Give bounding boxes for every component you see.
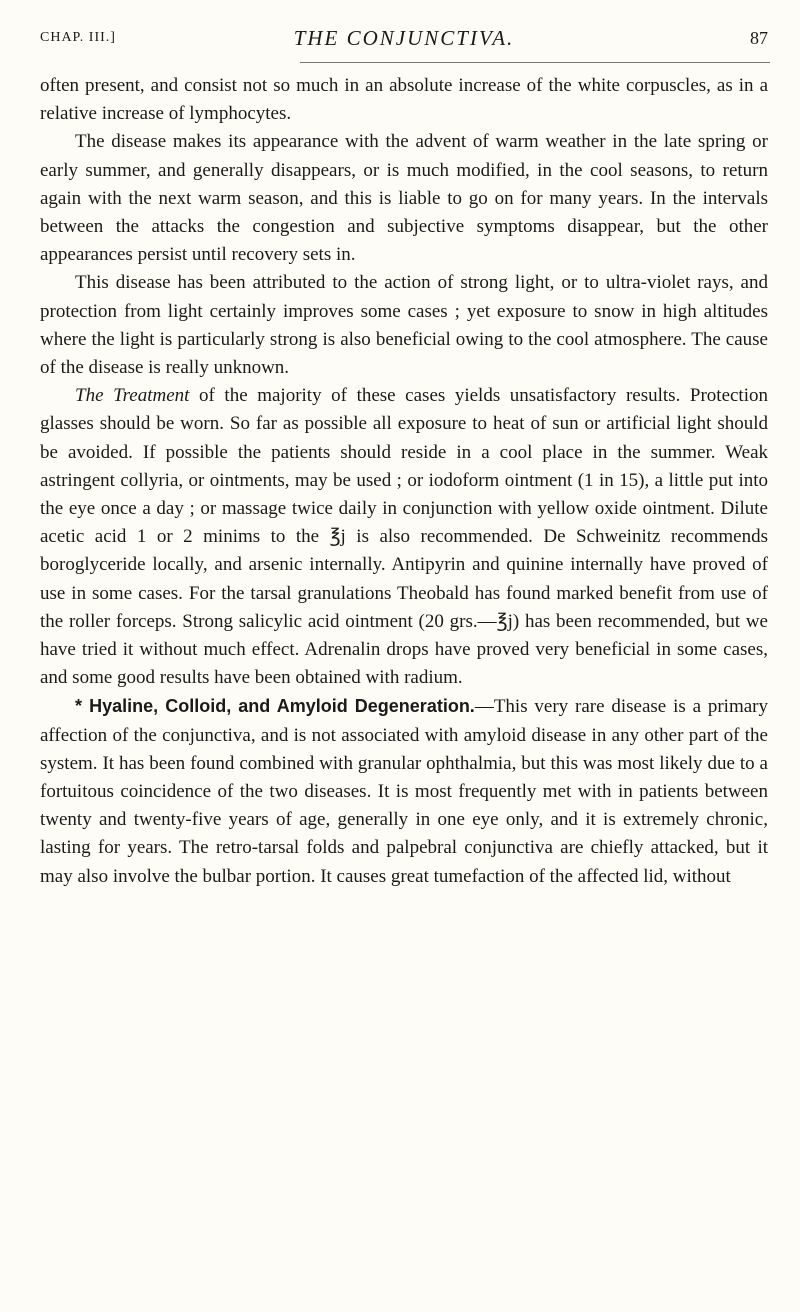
paragraph-seasonal xyxy=(40,128,768,269)
running-header xyxy=(40,26,768,60)
running-title: THE CONJUNCTIVA. xyxy=(293,26,515,50)
section-heading: * Hyaline, Colloid, and Amyloid Degeneration. xyxy=(75,696,475,717)
body-text xyxy=(40,72,768,891)
paragraph-text: of the majority of these cases yields unsatisfactory results. Protection glasses should be worn. So far as possible all exposure to heat of sun or artificial light should be avoided. If possible the patients should reside in a cool place in the summer. Weak astringent collyria, or ointments, may be used ; or iodoform ointment (1 in 15), a little put into the eye once a day ; or massage twice daily in conjunction with yellow oxide ointment. Dilute acetic acid 1 or 2 minims to the ℥j is also recommended. De Schweinitz recommends boroglyceride locally, and arsenic internally. Antipyrin and quinine internally have proved of use in some cases. For the tarsal granulations Theobald has found marked benefit from use of the roller forceps. Strong salicylic acid ointment (20 grs.—℥j) has been recommended, but we have tried it without much effect. Adrenalin drops have proved very beneficial in some cases, and some good results have been obtained with radium. xyxy=(40,385,768,689)
header-rule xyxy=(300,62,770,63)
paragraph-text: The disease makes its appearance with the advent of warm weather in the late spring or early summer, and generally disappears, or is much modified, in the cool seasons, to return again with the next warm season, and this is liable to go on for many years. In the intervals between the attacks the congestion and subjective symptoms disappear, but the other appearances persist until recovery sets in. xyxy=(40,131,768,266)
paragraph-text: often present, and consist not so much in an absolute increase of the white corpuscles, as in a relative increase of lymphocytes. xyxy=(40,75,768,125)
treatment-heading: The Treatment xyxy=(75,385,190,407)
paragraph-cause xyxy=(40,269,768,382)
paragraph-degeneration xyxy=(40,692,768,890)
paragraph-text: This disease has been attributed to the action of strong light, or to ultra-violet rays, and protection from light certainly improves some cases ; yet exposure to snow in high altitudes where the light is particularly strong is also beneficial owing to the cool atmosphere. The cause of the disease is really unknown. xyxy=(40,272,768,379)
chapter-label: CHAP. III.] xyxy=(40,30,116,45)
paragraph-treatment xyxy=(40,382,768,692)
page-number: 87 xyxy=(750,28,768,48)
paragraph-text: —This very rare disease is a primary affection of the conjunctiva, and is not associated with amyloid disease in any other part of the system. It has been found combined with granular ophthalmia, but this was most likely due to a fortuitous coincidence of the two diseases. It is most frequently met with in patients between twenty and twenty-five years of age, generally in one eye only, and it is extremely chronic, lasting for years. The retro-tarsal folds and palpebral conjunctiva are chiefly attacked, but it may also involve the bulbar portion. It causes great tumefaction of the affected lid, without xyxy=(40,696,768,887)
paragraph-continuation xyxy=(40,72,768,128)
